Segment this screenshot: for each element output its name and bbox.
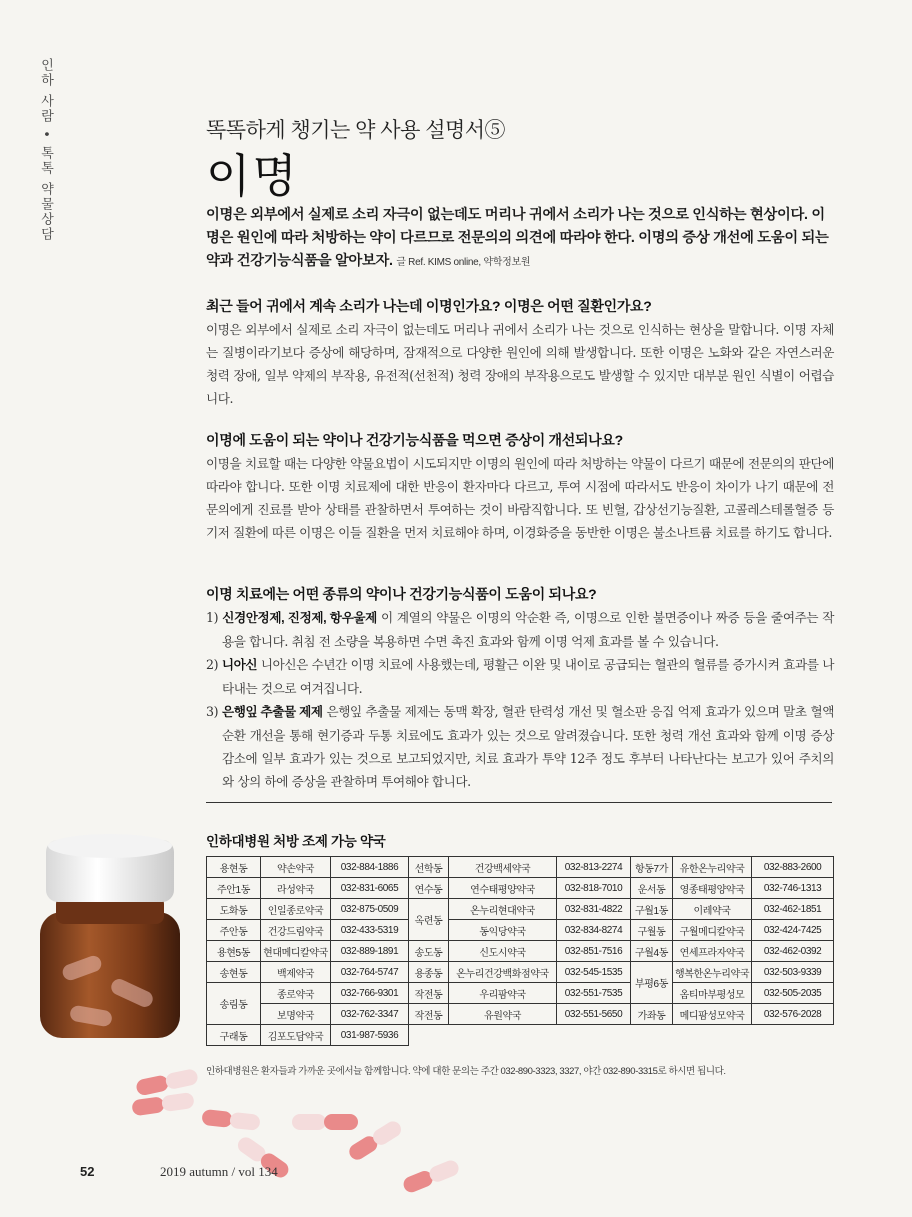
page-number: 52 [80, 1164, 95, 1179]
series-title: 똑똑하게 챙기는 약 사용 설명서⑤ [206, 119, 506, 142]
qa-section-2 [206, 430, 834, 544]
contact-note: 인하대병원은 환자들과 가까운 곳에서늘 함께합니다. 약에 대한 문의는 주간 032-890-3323, 3327, 야간 032-890-3315로 하시면 됩니다. [206, 1066, 726, 1077]
intro-credit: 글 Ref. KIMS online, 약학정보원 [396, 257, 531, 268]
table-row: 용현5동 현대메디칼약국 032-889-1891 송도동 신도시약국 032-851-7516 구월4동 연세프라자약국 032-462-0392 [207, 941, 834, 962]
drug-name: 니아신 [221, 658, 258, 672]
drug-name: 신경안정제, 진정제, 항우울제 [222, 611, 377, 625]
bottle [40, 834, 180, 1038]
table-row: 주안동 건강드림약국 032-433-5319 동익당약국 032-834-8274 구월동 구월메디칼약국 032-424-7425 [207, 920, 834, 941]
qa-section-1 [206, 296, 834, 410]
intro-text: 이명은 외부에서 실제로 소리 자극이 없는데도 머리나 귀에서 소리가 나는 것으로 인식하는 현상이다. 이명은 원인에 따라 처방하는 약이 다르므로 전문의의 의견에 따라야 한다. 이명의 증상 개선에 도움이 되는 약과 건강기능식품을 알아보자. [206, 207, 829, 269]
qa-section-3 [206, 584, 834, 793]
intro-paragraph [206, 204, 834, 274]
pharmacy-table [206, 856, 834, 1046]
pharmacy-table-title: 인하대병원 처방 조제 가능 약국 [206, 834, 386, 849]
treatment-list [206, 606, 834, 793]
table-row: 송림동 종로약국 032-766-9301 작전동 우리팜약국 032-551-7535 옴티마부평성모 032-505-2035 [207, 983, 834, 1004]
list-item: 3) 은행잎 추출물 제제 은행잎 추출물 제제는 동맥 확장, 혈관 탄력성 개선 및 혈소판 응집 억제 효과가 있으며 말초 혈액순환 개선을 통해 현기증과 두통 치료에도 효과가 있는 것으로 알려졌습니다. 또한 청력 개선 효과와 함께 이명 증상 감소에 일부 효과가 있는 것으로 보고되었지만, 치료 효과가 투약 12주 정도 후부터 나타난다는 보고가 있어 주치의와 상의 하에 증상을 관찰하며 투여해야 합니다. [206, 704, 834, 789]
list-item: 1) 신경안정제, 진정제, 항우울제 이 계열의 약물은 이명의 악순환 즉, 이명으로 인한 불면증이나 짜증 등을 줄여주는 작용을 합니다. 취침 전 소량을 복용하면 수면 촉진 효과와 함께 이명 억제 효과를 볼 수 있습니다. [206, 610, 834, 649]
issue-label: 2019 autumn / vol 134 [160, 1164, 278, 1179]
answer-text: 이명을 치료할 때는 다양한 약물요법이 시도되지만 이명의 원인에 따라 처방하는 약물이 다르기 때문에 전문의의 판단에 따라야 합니다. 또한 이명 치료제에 대한 반응이 환자마다 다르고, 투여 시점에 따라서도 반응이 차이가 나기 때문에 전문의에게 진료를 받아 상태를 관찰하면서 투여하는 것이 바람직합니다. 또 빈혈, 갑상선기능질환, 고콜레스테롤혈증 등 기저 질환에 따른 이명은 이들 질환을 먼저 치료해야 하며, 이경화증을 동반한 이명은 불소나트륨 치료를 하기도 합니다. [206, 456, 834, 540]
section-side-label: 인하 사람 • 톡톡 약물상담 [38, 58, 53, 243]
divider [206, 802, 832, 803]
table-row: 용현동 약손약국 032-884-1886 선학동 건강백세약국 032-813-2274 항동7가 유한온누리약국 032-883-2600 [207, 857, 834, 878]
list-item: 2) 니아신 니아신은 수년간 이명 치료에 사용했는데, 평활근 이완 및 내이로 공급되는 혈관의 혈류를 증가시켜 효과를 나타내는 것으로 여겨집니다. [206, 657, 835, 696]
question-heading: 이명 치료에는 어떤 종류의 약이나 건강기능식품이 도움이 되나요? [206, 586, 597, 602]
table-row: 보명약국 032-762-3347 작전동 유원약국 032-551-5650 가좌동 메디팜성모약국 032-576-2028 [207, 1004, 834, 1025]
table-row: 도화동 인일종로약국 032-875-0509 옥련동 온누리현대약국 032-831-4822 구월1동 이레약국 032-462-1851 [207, 899, 834, 920]
table-row: 송현동 백제약국 032-764-5747 용종동 온누리건강백화점약국 032-545-1535 부평6동 행복한온누리약국 032-503-9339 [207, 962, 834, 983]
question-heading: 이명에 도움이 되는 약이나 건강기능식품을 먹으면 증상이 개선되나요? [206, 432, 623, 448]
drug-name: 은행잎 추출물 제제 [221, 705, 323, 719]
page-title: 이명 [206, 149, 299, 203]
answer-text: 이명은 외부에서 실제로 소리 자극이 없는데도 머리나 귀에서 소리가 나는 것으로 인식하는 현상을 말합니다. 이명 자체는 질병이라기보다 증상에 해당하며, 잠재적으로 다양한 원인에 의해 발생합니다. 또한 이명은 노화와 같은 자연스러운 청력 장애, 일부 약제의 부작용, 유전적(선천적) 청력 장애의 부작용으로도 발생할 수 있지만 대부분 원인 식별이 어렵습니다. [206, 322, 834, 406]
table-row: 주안1동 라성약국 032-831-6065 연수동 연수태평양약국 032-818-7010 운서동 영종태평양약국 032-746-1313 [207, 878, 834, 899]
table-row: 구래동 김포도담약국 031-987-5936 [207, 1025, 834, 1046]
question-heading: 최근 들어 귀에서 계속 소리가 나는데 이명인가요? 이명은 어떤 질환인가요? [206, 298, 652, 314]
